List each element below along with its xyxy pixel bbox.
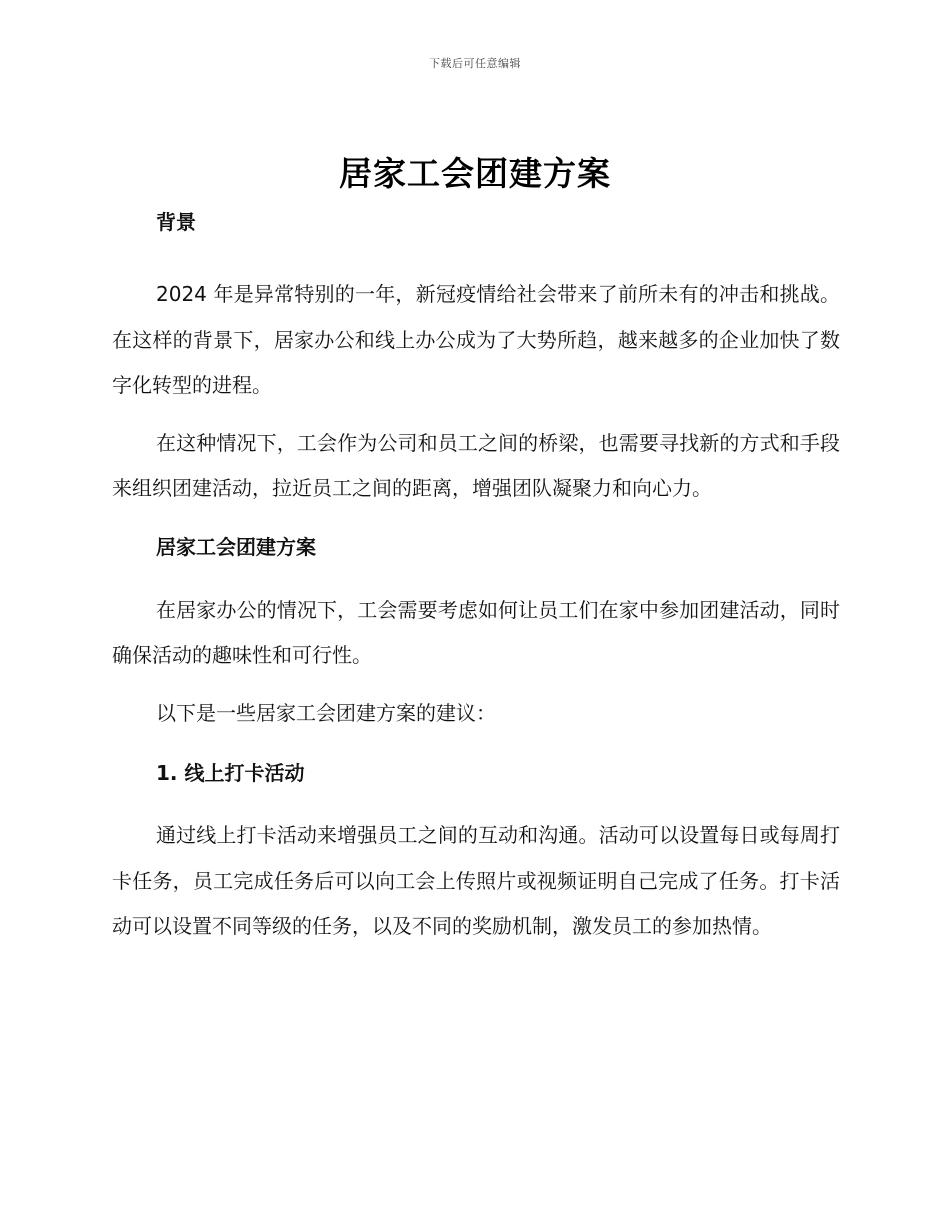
paragraph-situation: 在这种情况下，工会作为公司和员工之间的桥梁，也需要寻找新的方式和手段来组织团建活动，拉近员工之间的距离，增强团队凝聚力和向心力。 xyxy=(112,430,840,500)
header-note: 下载后可任意编辑 xyxy=(429,57,521,70)
paragraph-item1: 通过线上打卡活动来增强员工之间的互动和沟通。活动可以设置每日或每周打卡任务，员工完成任务后可以向工会上传照片或视频证明自己完成了任务。打卡活动可以设置不同等级的任务，以及不同的奖励机制，激发员工的参加热情。 xyxy=(112,823,840,938)
paragraph-list-intro: 以下是一些居家工会团建方案的建议： xyxy=(156,700,496,725)
section-heading-plan: 居家工会团建方案 xyxy=(156,534,316,559)
document-body xyxy=(112,205,840,950)
paragraph-background: 2024 年是异常特别的一年，新冠疫情给社会带来了前所未有的冲击和挑战。在这样的背景下，居家办公和线上办公成为了大势所趋，越来越多的企业加快了数字化转型的进程。 xyxy=(112,282,840,397)
document-title: 居家工会团建方案 xyxy=(339,154,611,193)
paragraph-plan: 在居家办公的情况下，工会需要考虑如何让员工们在家中参加团建活动，同时确保活动的趣味性和可行性。 xyxy=(112,597,840,667)
section-heading-background: 背景 xyxy=(156,210,196,234)
section-heading-item1: 1. 线上打卡活动 xyxy=(156,761,305,785)
